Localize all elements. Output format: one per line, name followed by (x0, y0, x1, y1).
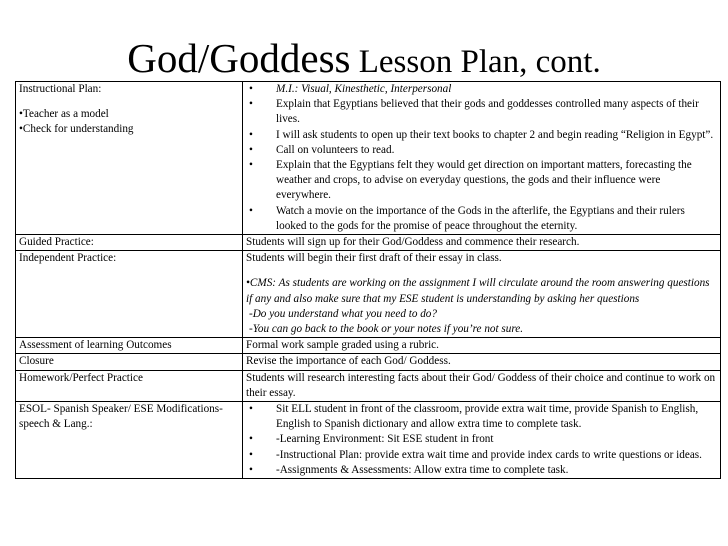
esol-list (246, 402, 717, 478)
instructional-plan-cell (16, 82, 243, 235)
esol-content (243, 402, 721, 479)
homework-label: Homework/Perfect Practice (16, 370, 243, 401)
left-list-item: •Teacher as a model (19, 108, 109, 121)
page-title (0, 34, 728, 86)
row-instructional-plan (16, 82, 721, 235)
esol-label: ESOL- Spanish Speaker/ ESE Modifications- speech & Lang.: (16, 402, 243, 479)
list-item: • I will ask students to open up their text books to chapter 2 and begin reading “Religion in Egypt”. (249, 128, 714, 141)
list-item: • Watch a movie on the importance of the Gods in the afterlife, the Egyptians and their rulers looked to the gods for the promise of peace throughout the eternity. (249, 204, 685, 232)
row-independent-practice (16, 251, 721, 338)
title-part1: God/Goddess (127, 35, 351, 81)
assessment-label: Assessment of learning Outcomes (16, 338, 243, 354)
closure-label: Closure (16, 354, 243, 370)
guided-practice-label: Guided Practice: (16, 235, 243, 251)
instructional-plan-label: Instructional Plan: (19, 83, 102, 95)
row-assessment (16, 338, 721, 354)
list-item: • -Assignments & Assessments: Allow extra time to complete task. (249, 463, 569, 476)
independent-practice-text: Students will begin their first draft of their essay in class. (246, 252, 502, 265)
question-2: -You can go back to the book or your notes if you’re not sure. (249, 323, 524, 336)
row-closure (16, 354, 721, 370)
assessment-text: Formal work sample graded using a rubric. (243, 338, 721, 354)
list-item: • Sit ELL student in front of the classroom, provide extra wait time, provide Spanish to English, English to Spanish dictionary and allow extra time to complete task. (249, 403, 699, 431)
list-item: • Explain that Egyptians believed that their gods and goddesses controlled many aspects of their lives. (249, 98, 699, 126)
independent-practice-content (243, 251, 721, 338)
title-part2: Lesson Plan, cont. (350, 44, 601, 80)
list-item: • -Instructional Plan: provide extra wait time and provide index cards to write questions or ideas. (249, 448, 702, 461)
guided-practice-text: Students will sign up for their God/Goddess and commence their research. (243, 235, 721, 251)
list-item: • -Learning Environment: Sit ESE student in front (249, 433, 494, 446)
row-homework (16, 370, 721, 401)
list-item: • Call on volunteers to read. (249, 143, 395, 156)
lesson-plan-table (15, 81, 721, 479)
list-item: • Explain that the Egyptians felt they would get direction on important matters, forecasting the weather and crops, to advise on everyday questions, the gods and their influence were everywhere. (249, 159, 692, 202)
independent-practice-label: Independent Practice: (16, 251, 243, 338)
row-guided-practice (16, 235, 721, 251)
closure-text: Revise the importance of each God/ Goddess. (243, 354, 721, 370)
instructional-list (246, 82, 717, 234)
instructional-plan-content (243, 82, 721, 235)
left-list-item: •Check for understanding (19, 123, 134, 136)
question-1: -Do you understand what you need to do? (249, 307, 437, 320)
row-esol (16, 402, 721, 479)
cms-note: •CMS: As students are working on the assignment I will circulate around the room answering questions if any and also make sure that my ESE student is understanding by asking her questions (246, 277, 710, 305)
homework-text: Students will research interesting facts about their God/ Goddess of their choice and continue to work on their essay. (243, 370, 721, 401)
list-item: • M.I.: Visual, Kinesthetic, Interpersonal (249, 83, 452, 95)
